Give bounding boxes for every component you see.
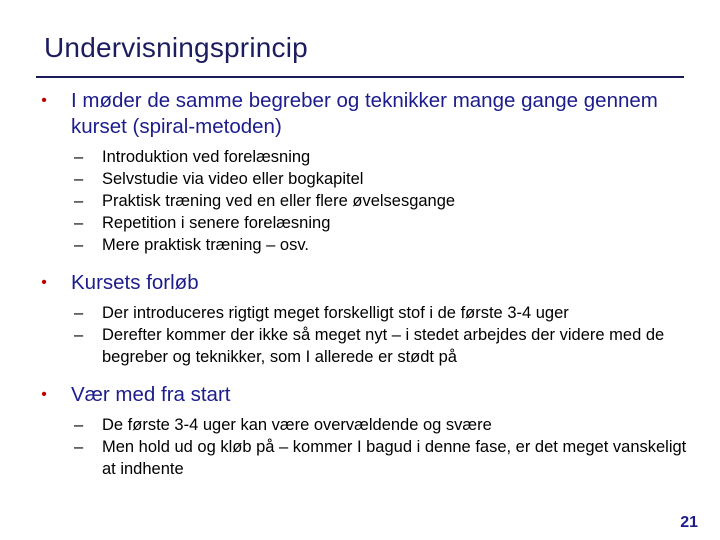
sub-item-text: Repetition i senere forelæsning [102, 214, 331, 232]
sub-item [34, 190, 694, 212]
sub-item [34, 324, 694, 368]
bullet-item [34, 270, 694, 296]
page-number: 21 [680, 514, 698, 531]
sub-list [34, 146, 694, 256]
dash-icon: – [74, 214, 84, 232]
sub-item-text: Men hold ud og kløb på – kommer I bagud i denne fase, er det meget vanskeligt at indhente [102, 438, 687, 478]
sub-item-text: Mere praktisk træning – osv. [102, 236, 309, 254]
sub-item-text: Selvstudie via video eller bogkapitel [102, 170, 364, 188]
sub-item [34, 414, 694, 436]
dash-icon: – [74, 304, 84, 322]
sub-list [34, 302, 694, 368]
dash-icon: – [74, 416, 84, 434]
bullet-dot-icon: • [41, 274, 47, 291]
sub-item-text: De første 3-4 uger kan være overvældende og svære [102, 416, 492, 434]
sub-item [34, 234, 694, 256]
sub-item-text: Derefter kommer der ikke så meget nyt – i stedet arbejdes der videre med de begreber og teknikker, som I allerede er stødt på [102, 326, 665, 366]
bullet-text: Vær med fra start [71, 383, 231, 406]
dash-icon: – [74, 438, 84, 456]
sub-item [34, 302, 694, 324]
sub-item-text: Introduktion ved forelæsning [102, 148, 311, 166]
bullet-item [34, 382, 694, 408]
sub-item [34, 212, 694, 234]
bullet-dot-icon: • [41, 386, 47, 403]
sub-item-text: Praktisk træning ved en eller flere øvelsesgange [102, 192, 456, 210]
bullet-list [34, 88, 694, 480]
dash-icon: – [74, 192, 84, 210]
bullet-dot-icon: • [41, 92, 47, 109]
bullet-text: Kursets forløb [71, 271, 199, 294]
slide-title: Undervisningsprincip [44, 32, 308, 63]
sub-item [34, 168, 694, 190]
dash-icon: – [74, 170, 84, 188]
sub-list [34, 414, 694, 480]
sub-item [34, 436, 694, 480]
bullet-text: I møder de samme begreber og teknikker mange gange gennem kurset (spiral-metoden) [71, 89, 658, 138]
dash-icon: – [74, 236, 84, 254]
dash-icon: – [74, 326, 84, 344]
dash-icon: – [74, 148, 84, 166]
sub-item [34, 146, 694, 168]
title-divider [36, 76, 684, 78]
bullet-item [34, 88, 694, 140]
sub-item-text: Der introduceres rigtigt meget forskelligt stof i de første 3-4 uger [102, 304, 569, 322]
